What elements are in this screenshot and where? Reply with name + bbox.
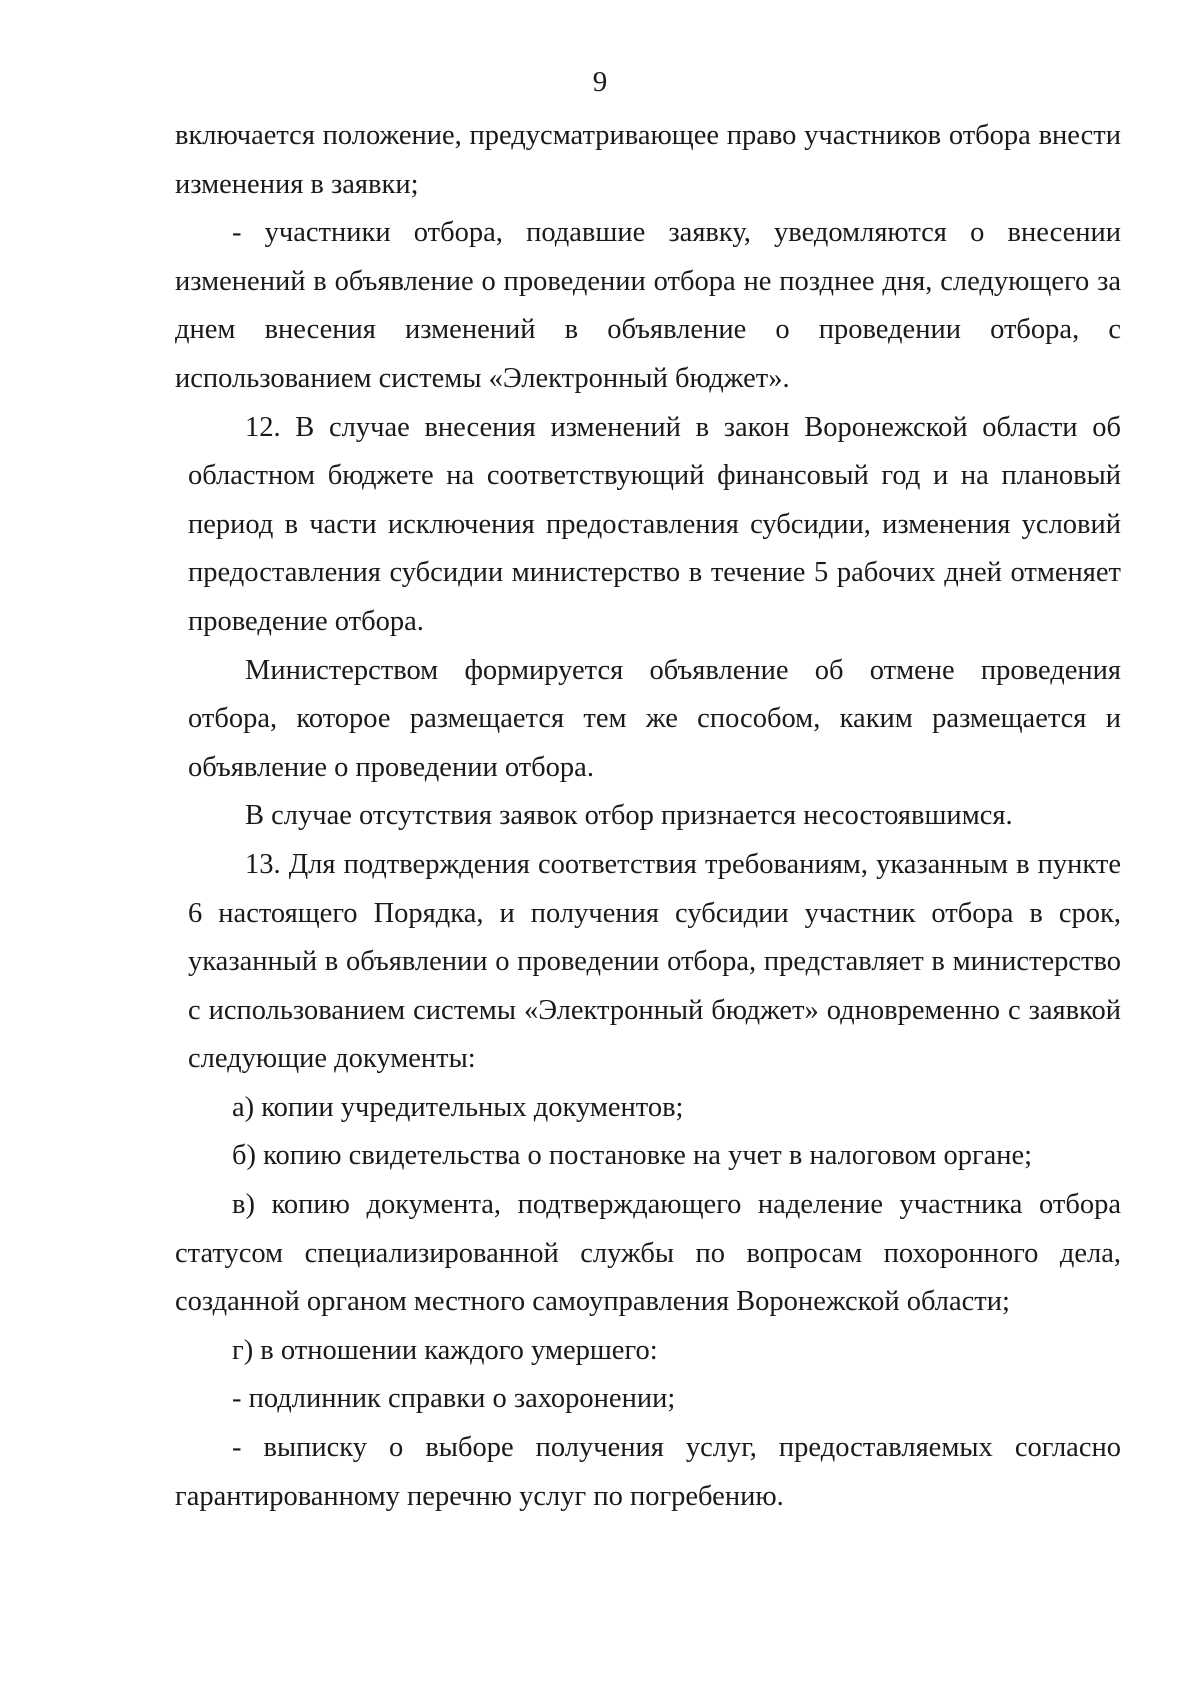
list-subitem-service-extract: - выписку о выборе получения услуг, предоставляемых согласно гарантированному перечню услуг по погребению. — [175, 1432, 1121, 1512]
list-item-g: г) в отношении каждого умершего: — [232, 1334, 658, 1366]
paragraph-item-12: 12. В случае внесения изменений в закон Воронежской области об областном бюджете на соответствующий финансовый год и на плановый период в части исключения предоставления субсидии, изменения условий предоставления субсидии министерство в течение 5 рабочих дней отменяет проведение отбора. — [188, 411, 1121, 637]
paragraph-item-13: 13. Для подтверждения соответствия требованиям, указанным в пункте 6 настоящего Порядка, и получения субсидии участник отбора в срок, указанный в объявлении о проведении отбора, представляет в министерство с использованием системы «Электронный бюджет» одновременно с заявкой следующие документы: — [188, 848, 1121, 1075]
paragraph-notification: - участники отбора, подавшие заявку, уведомляются о внесении изменений в объявление о проведении отбора не позднее дня, следующего за днем внесения изменений в объявление о проведении отбора, с использованием системы «Электронный бюджет». — [175, 217, 1121, 394]
list-item-a: а) копии учредительных документов; — [232, 1091, 684, 1123]
paragraph-no-applications: В случае отсутствия заявок отбор признается несостоявшимся. — [245, 800, 1013, 832]
page-number: 9 — [592, 66, 608, 98]
list-item-b: б) копию свидетельства о постановке на учет в налоговом органе; — [232, 1140, 1033, 1172]
document-body — [175, 112, 1121, 1521]
list-subitem-burial-certificate: - подлинник справки о захоронении; — [232, 1383, 676, 1415]
paragraph-cancellation-notice: Министерством формируется объявление об отмене проведения отбора, которое размещается тем же способом, каким размещается и объявление о проведении отбора. — [188, 654, 1121, 783]
list-item-v: в) копию документа, подтверждающего наделение участника отбора статусом специализированной службы по вопросам похоронного дела, созданной органом местного самоуправления Воронежской области; — [175, 1189, 1121, 1318]
paragraph-continuation: включается положение, предусматривающее право участников отбора внести изменения в заявки; — [175, 120, 1121, 200]
